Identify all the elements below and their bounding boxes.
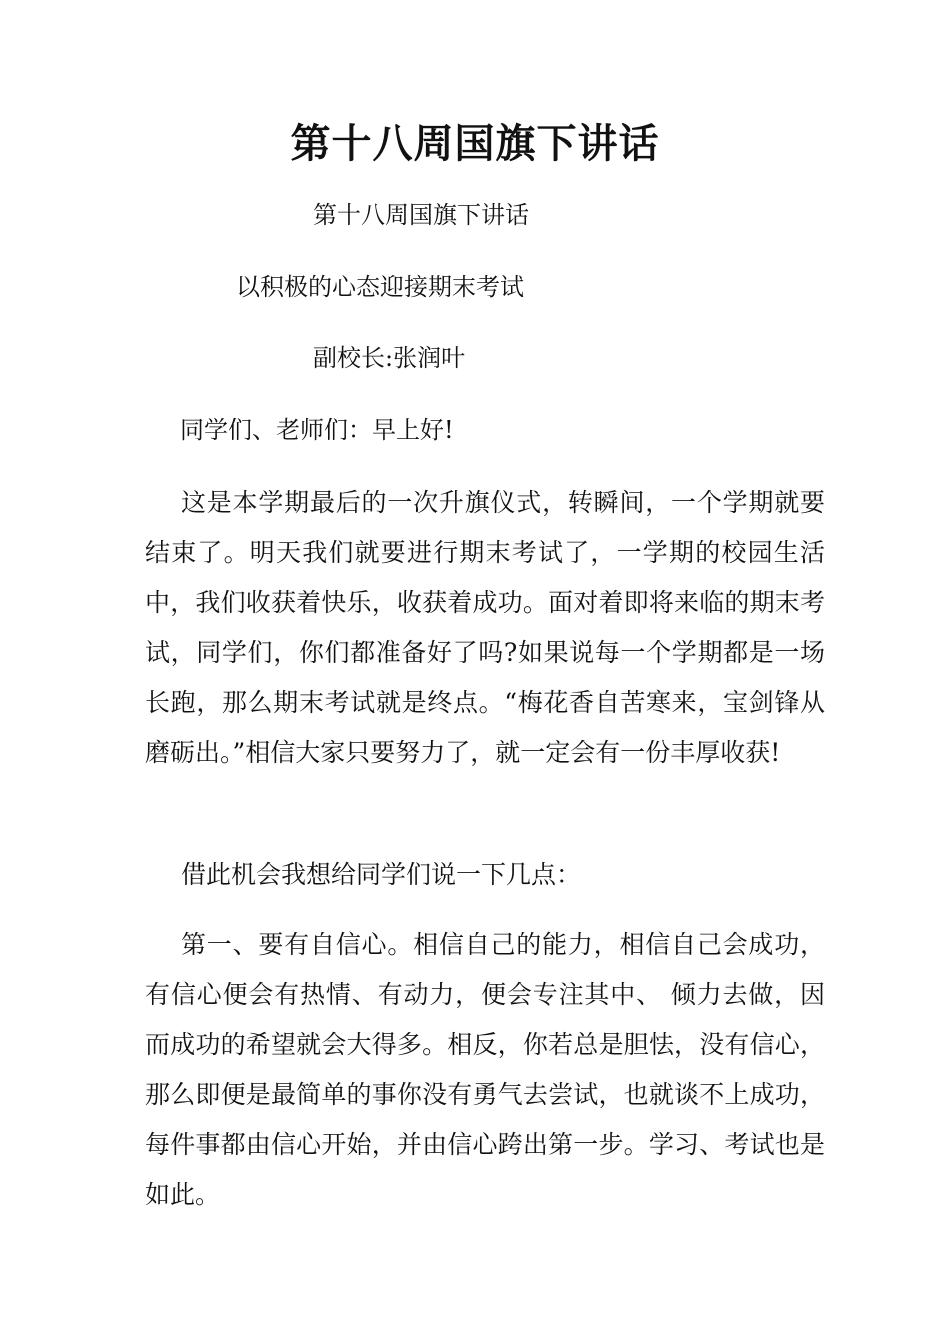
greeting: 同学们、老师们：早上好! bbox=[180, 416, 454, 444]
subtitle: 第十八周国旗下讲话 bbox=[313, 201, 529, 229]
speech-theme: 以积极的心态迎接期末考试 bbox=[236, 273, 524, 301]
document-title: 第十八周国旗下讲话 bbox=[290, 120, 660, 167]
paragraph-1: 这是本学期最后的一次升旗仪式，转瞬间，一个学期就要结束了。明天我们就要进行期末考试了，一学期的校园生活中，我们收获着快乐，收获着成功。面对着即将来临的期末考试，同学们，你们都准备好了吗?如果说每一个学期都是一场长跑，那么期末考试就是终点。“梅花香自苦寒来，宝剑锋从磨砺出。”相信大家只要努力了，就一定会有一份丰厚收获! bbox=[145, 488, 825, 767]
paragraph-2: 借此机会我想给同学们说一下几点： bbox=[181, 860, 582, 889]
paragraph-3: 第一、要有自信心。相信自己的能力，相信自己会成功，有信心便会有热情、有动力，便会专注其中、 倾力去做，因而成功的希望就会大得多。相反，你若总是胆怯，没有信心，那么即便是最简单的事你没有勇气去尝试，也就谈不上成功， 每件事都由信心开始，并由信心跨出第一步。学习、考试也是如此。 bbox=[145, 930, 825, 1209]
speaker-line: 副校长:张润叶 bbox=[313, 344, 466, 372]
